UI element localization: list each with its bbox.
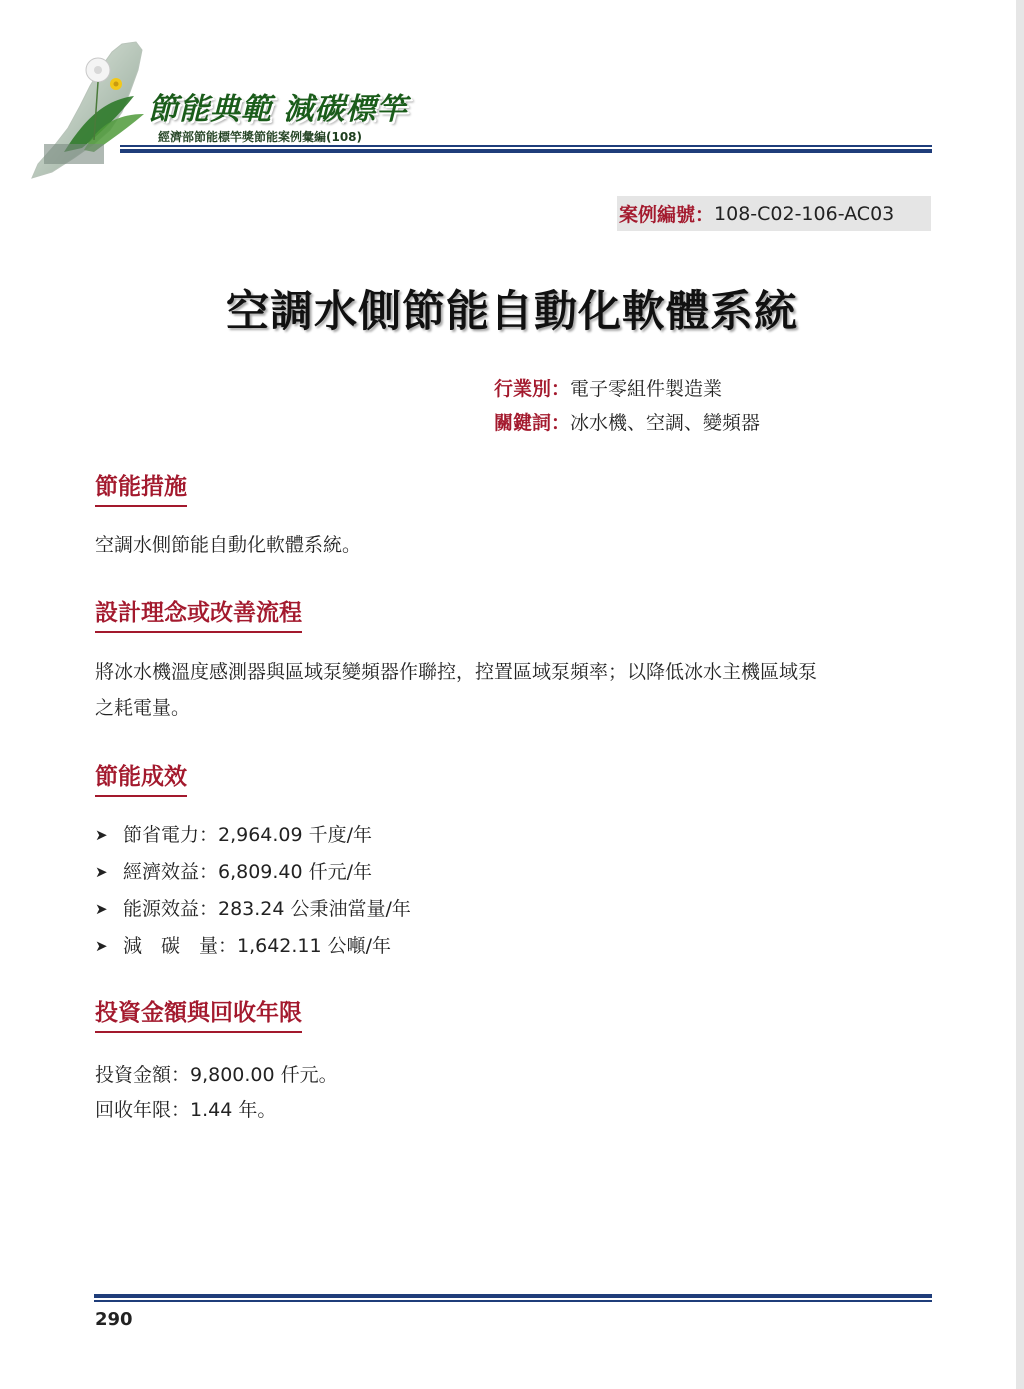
arrow-bullet-icon: ➤ — [95, 900, 108, 918]
case-number-box — [617, 196, 931, 231]
design-text-line2: 之耗電量。 — [95, 697, 191, 719]
industry-label: 行業別： — [494, 378, 571, 400]
result-energy: 能源效益：283.24 公秉油當量/年 — [123, 898, 411, 920]
section-heading-investment: 投資金額與回收年限 — [95, 1000, 302, 1033]
industry-row — [494, 374, 722, 401]
header-subtitle: 經濟部節能標竿獎節能案例彙編(108) — [158, 130, 363, 144]
arrow-bullet-icon: ➤ — [95, 937, 108, 955]
section-heading-measures: 節能措施 — [95, 474, 187, 507]
industry-value: 電子零組件製造業 — [570, 378, 723, 400]
list-item — [95, 894, 411, 931]
section-heading-results: 節能成效 — [95, 764, 187, 797]
arrow-bullet-icon: ➤ — [95, 826, 108, 844]
header-divider-thick — [120, 149, 932, 153]
document-title: 空調水側節能自動化軟體系統 — [226, 287, 798, 337]
result-carbon: 減 碳 量：1,642.11 公噸/年 — [123, 935, 392, 957]
page-number: 290 — [95, 1309, 133, 1330]
list-item — [95, 820, 411, 857]
investment-amount: 投資金額：9,800.00 仟元。 — [95, 1064, 338, 1086]
arrow-bullet-icon: ➤ — [95, 863, 108, 881]
case-number-label: 案例編號： — [619, 204, 715, 226]
design-text-line1: 將冰水機溫度感測器與區域泵變頻器作聯控，控置區域泵頻率；以降低冰水主機區域泵 — [95, 661, 818, 683]
list-item — [95, 931, 411, 968]
result-economic: 經濟效益：6,809.40 仟元/年 — [123, 861, 373, 883]
keywords-label: 關鍵詞： — [494, 412, 571, 434]
result-electricity: 節省電力：2,964.09 千度/年 — [123, 824, 373, 846]
list-item — [95, 857, 411, 894]
header-divider-thin — [120, 145, 932, 147]
keywords-row — [494, 408, 760, 435]
footer-divider-thick — [94, 1294, 932, 1298]
keywords-value: 冰水機、空調、變頻器 — [570, 412, 761, 434]
results-list — [95, 820, 411, 968]
section-heading-design: 設計理念或改善流程 — [95, 600, 302, 633]
footer-divider-thin — [94, 1300, 932, 1302]
header-title: 節能典範 減碳標竿 — [148, 92, 408, 127]
case-number-value: 108-C02-106-AC03 — [714, 202, 895, 225]
payback-period: 回收年限：1.44 年。 — [95, 1099, 277, 1121]
page-edge — [1016, 0, 1024, 1389]
measures-text: 空調水側節能自動化軟體系統。 — [95, 534, 362, 556]
